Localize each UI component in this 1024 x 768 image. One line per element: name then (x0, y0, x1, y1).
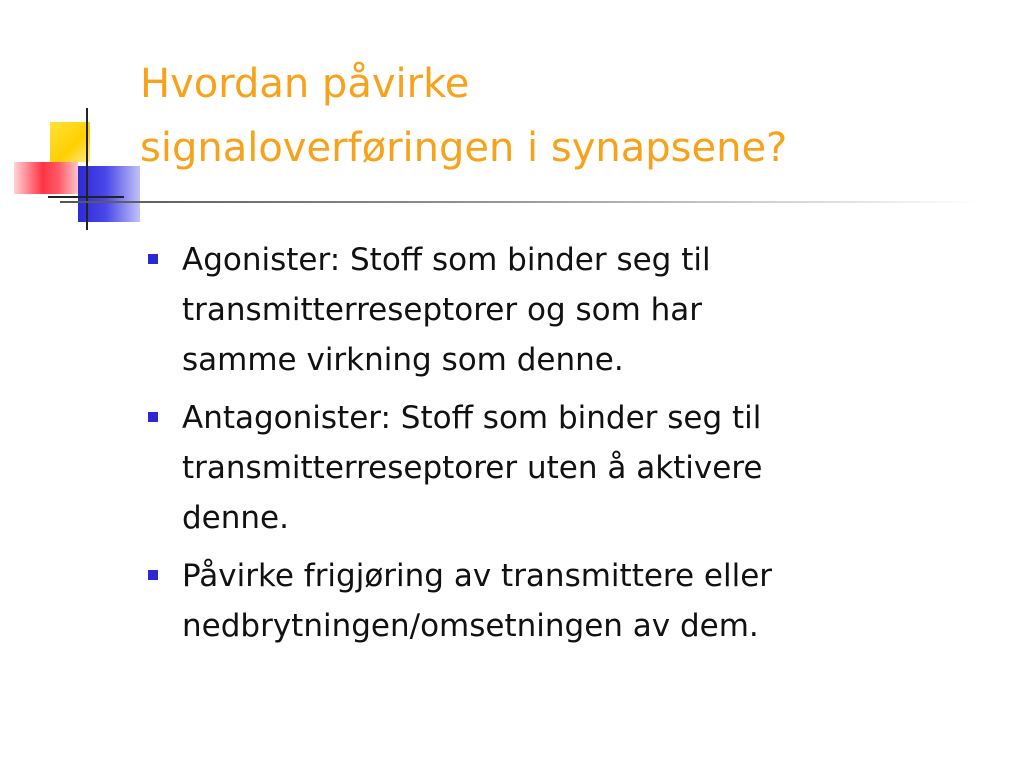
slide-title-line-2: signaloverføringen i synapsene? (140, 125, 788, 171)
corner-squares-logo-icon (0, 100, 150, 235)
yellow-square-shape (50, 122, 90, 162)
square-bullet-icon (148, 254, 158, 264)
vertical-line-shape (86, 108, 88, 230)
bullet-list (148, 235, 988, 659)
slide-title (140, 52, 1000, 180)
bullet-line: transmitterreseptorer og som har (182, 292, 703, 328)
bullet-item-frigjoring (148, 551, 988, 651)
bullet-line: Agonister: Stoff som binder seg til (182, 242, 711, 278)
red-square-shape (14, 162, 78, 194)
square-bullet-icon (148, 570, 158, 580)
square-bullet-icon (148, 412, 158, 422)
bullet-line: transmitterreseptorer uten å aktivere (182, 450, 763, 486)
bullet-line: Antagonister: Stoff som binder seg til (182, 400, 762, 436)
horizontal-line-shape (48, 196, 124, 198)
title-divider (60, 201, 980, 203)
slide-title-line-1: Hvordan påvirke (140, 61, 470, 107)
bullet-line: nedbrytningen/omsetningen av dem. (182, 608, 759, 644)
bullet-line: denne. (182, 500, 289, 536)
bullet-item-antagonister (148, 393, 988, 543)
bullet-line: samme virkning som denne. (182, 342, 624, 378)
bullet-line: Påvirke frigjøring av transmittere eller (182, 558, 773, 594)
bullet-item-agonister (148, 235, 988, 385)
